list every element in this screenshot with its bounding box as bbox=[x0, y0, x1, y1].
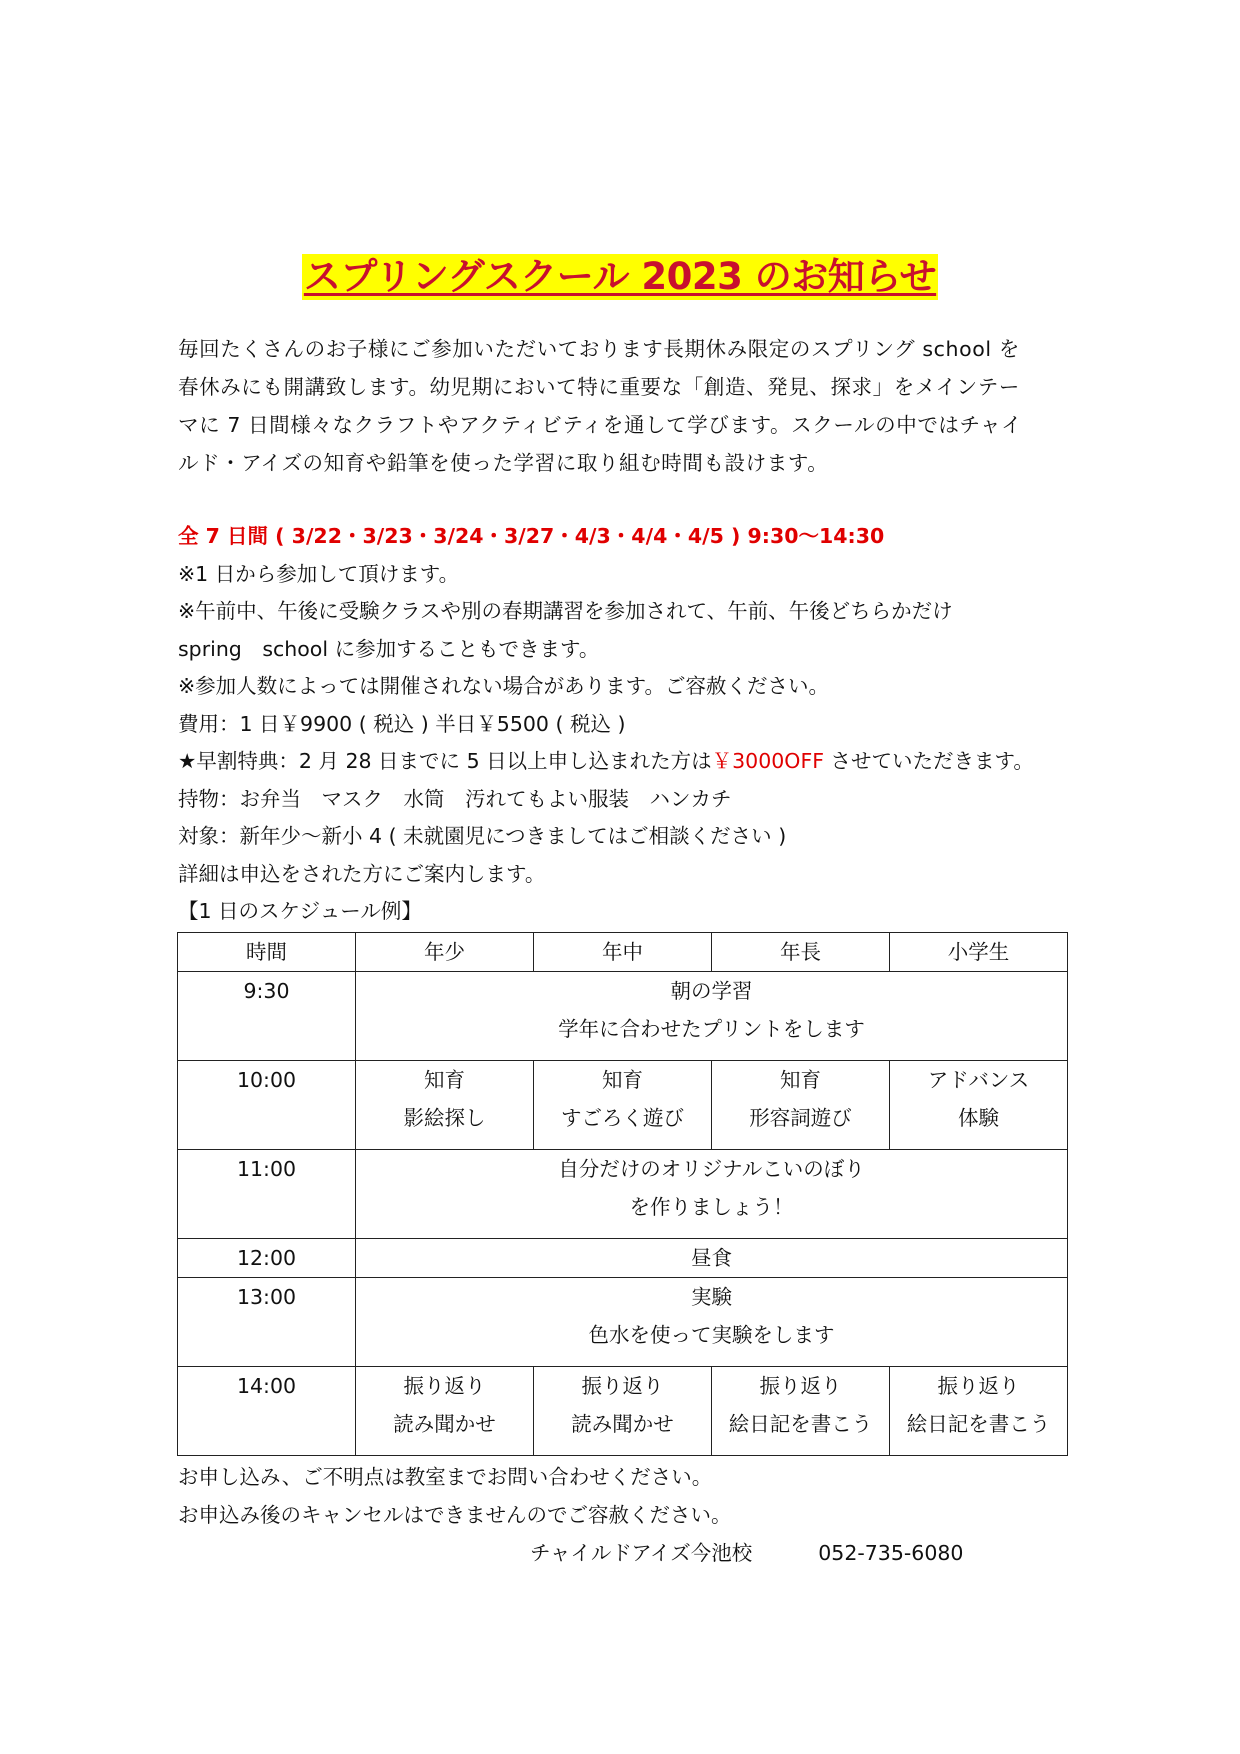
fee-line: 費用：1 日￥9900 ( 税込 ) 半日￥5500 ( 税込 ) bbox=[178, 711, 626, 736]
table-row bbox=[178, 1061, 1068, 1150]
activity-cell bbox=[534, 1061, 712, 1150]
header-elementary: 小学生 bbox=[890, 933, 1068, 972]
time-cell: 10:00 bbox=[178, 1061, 356, 1150]
activity-cell bbox=[890, 1367, 1068, 1456]
activity-line: 色水を使って実験をします bbox=[588, 1323, 835, 1347]
activity-line: 振り返り bbox=[581, 1374, 664, 1398]
schedule-heading: 【1 日のスケジュール例】 bbox=[178, 899, 422, 923]
school-name: チャイルドアイズ今池校 bbox=[530, 1541, 753, 1565]
activity-line: 学年に合わせたプリントをします bbox=[558, 1017, 865, 1041]
activity-cell bbox=[356, 1061, 534, 1150]
activity-cell bbox=[890, 1061, 1068, 1150]
early-bird-line bbox=[178, 743, 1078, 781]
activity-line: 知育 bbox=[602, 1068, 643, 1092]
activity-cell bbox=[712, 1061, 890, 1150]
table-header-row bbox=[178, 933, 1068, 972]
activity-line: すごろく遊び bbox=[561, 1106, 684, 1130]
early-bird-suffix: させていただきます。 bbox=[824, 749, 1034, 773]
info-section bbox=[178, 518, 1078, 931]
schedule-table bbox=[177, 932, 1068, 1456]
activity-line: 形容詞遊び bbox=[749, 1106, 852, 1130]
activity-line: 影絵探し bbox=[403, 1106, 486, 1130]
activity-cell bbox=[534, 1367, 712, 1456]
title-wrap bbox=[0, 254, 1240, 300]
activity-line: 振り返り bbox=[403, 1374, 486, 1398]
phone-number: 052-735-6080 bbox=[818, 1541, 964, 1565]
header-nencho: 年長 bbox=[712, 933, 890, 972]
dates-line: 全 7 日間 ( 3/22・3/23・3/24・3/27・4/3・4/4・4/5 ) 9:30～14:30 bbox=[178, 524, 885, 548]
early-bird-prefix: ★早割特典：2 月 28 日までに 5 日以上申し込まれた方は bbox=[178, 749, 712, 773]
footer-line: お申込み後のキャンセルはできませんのでご容赦ください。 bbox=[178, 1503, 732, 1527]
time-cell: 11:00 bbox=[178, 1150, 356, 1239]
items-line: 持物：お弁当 マスク 水筒 汚れてもよい服装 ハンカチ bbox=[178, 786, 732, 811]
activity-cell bbox=[356, 1150, 1068, 1239]
page-title: スプリングスクール 2023 のお知らせ bbox=[303, 255, 937, 298]
time-cell: 12:00 bbox=[178, 1239, 356, 1278]
intro-paragraph bbox=[178, 330, 1078, 482]
note-line: spring school に参加することもできます。 bbox=[178, 636, 600, 661]
activity-line: 朝の学習 bbox=[670, 979, 753, 1003]
activity-line: を作りましょう！ bbox=[629, 1195, 794, 1219]
activity-line: アドバンス bbox=[927, 1068, 1030, 1092]
activity-line: 読み聞かせ bbox=[571, 1412, 674, 1436]
activity-line: 絵日記を書こう bbox=[906, 1412, 1051, 1436]
table-row bbox=[178, 1278, 1068, 1367]
table-row bbox=[178, 1239, 1068, 1278]
table-row bbox=[178, 1150, 1068, 1239]
header-time: 時間 bbox=[178, 933, 356, 972]
activity-line: 知育 bbox=[424, 1068, 465, 1092]
note-line: ※1 日から参加して頂けます。 bbox=[178, 561, 460, 586]
activity-line: 読み聞かせ bbox=[393, 1412, 496, 1436]
contact-line bbox=[530, 1534, 963, 1572]
intro-line: ルド・アイズの知育や鉛筆を使った学習に取り組む時間も設けます。 bbox=[178, 451, 829, 475]
activity-line: 自分だけのオリジナルこいのぼり bbox=[558, 1157, 865, 1181]
activity-cell bbox=[356, 1239, 1068, 1278]
target-line: 対象：新年少～新小 4 ( 未就園児につきましてはご相談ください ) bbox=[178, 824, 787, 848]
activity-cell bbox=[356, 1367, 534, 1456]
intro-line: 毎回たくさんのお子様にご参加いただいております長期休み限定のスプリング school を bbox=[178, 337, 1020, 361]
time-cell: 9:30 bbox=[178, 972, 356, 1061]
details-line: 詳細は申込をされた方にご案内します。 bbox=[178, 861, 546, 886]
table-row bbox=[178, 1367, 1068, 1456]
early-bird-discount: ￥3000OFF bbox=[711, 749, 825, 773]
header-nensho: 年少 bbox=[356, 933, 534, 972]
header-nenchu: 年中 bbox=[534, 933, 712, 972]
table-row bbox=[178, 972, 1068, 1061]
note-line: ※午前中、午後に受験クラスや別の春期講習を参加されて、午前、午後どちらかだけ bbox=[178, 599, 953, 623]
intro-line: 春休みにも開講致します。幼児期において特に重要な「創造、発見、探求」をメインテー bbox=[178, 375, 1020, 399]
time-cell: 14:00 bbox=[178, 1367, 356, 1456]
note-line: ※参加人数によっては開催されない場合があります。ご容赦ください。 bbox=[178, 674, 830, 698]
activity-cell bbox=[712, 1367, 890, 1456]
activity-cell bbox=[356, 972, 1068, 1061]
time-cell: 13:00 bbox=[178, 1278, 356, 1367]
activity-line: 知育 bbox=[780, 1068, 821, 1092]
activity-cell bbox=[356, 1278, 1068, 1367]
activity-line: 振り返り bbox=[759, 1374, 842, 1398]
intro-line: マに 7 日間様々なクラフトやアクティビティを通して学びます。スクールの中ではチャイ bbox=[178, 413, 1023, 437]
footer-line: お申し込み、ご不明点は教室までお問い合わせください。 bbox=[178, 1465, 713, 1489]
footer-notes bbox=[178, 1458, 1078, 1534]
activity-line: 絵日記を書こう bbox=[728, 1412, 873, 1436]
activity-line: 実験 bbox=[691, 1285, 732, 1309]
activity-line: 振り返り bbox=[937, 1374, 1020, 1398]
activity-line: 体験 bbox=[958, 1106, 999, 1130]
activity-line: 昼食 bbox=[691, 1246, 732, 1270]
